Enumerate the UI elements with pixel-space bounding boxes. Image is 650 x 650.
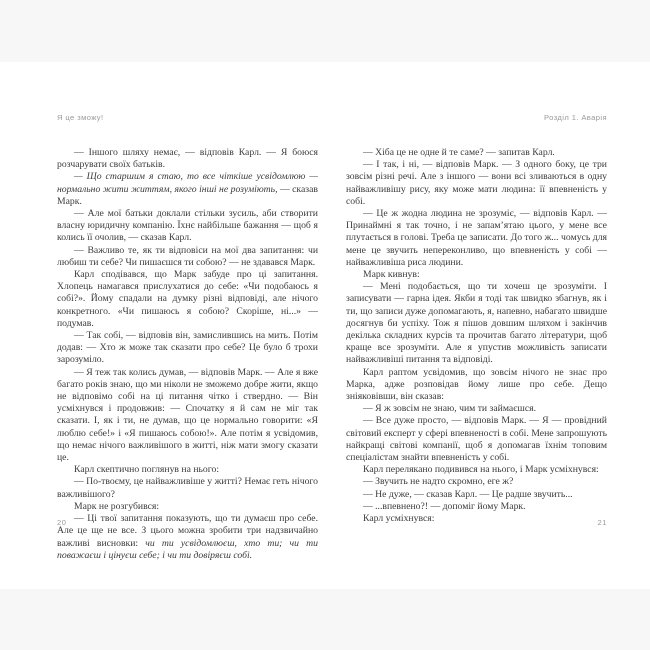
book-paragraph xyxy=(57,171,318,208)
book-paragraph xyxy=(346,415,607,464)
paragraph-segment: — Важливо те, як ти відповіси на мої два запитання: чи любиш ти себе? Чи пишаєшся ти собою? — не здавався Марк. xyxy=(57,244,318,268)
book-paragraph xyxy=(57,367,318,465)
paragraph-segment: Карл раптом усвідомив, що зовсім нічого не знає про Марка, адже розповідав йому лише про себе. Дещо зніяковівши, він сказав: xyxy=(346,366,607,403)
book-paragraph xyxy=(57,330,318,367)
book-paragraph xyxy=(346,513,607,525)
paragraph-segment: — Все дуже просто, — відповів Марк. — Я — провідний світовий експерт у сфері впевненості в собі. Мене запрошують найкращі світові компанії, щоб я допомагав їхнім топовим спеціалістам знайти впевненість у собі. xyxy=(346,415,607,464)
book-paragraph xyxy=(346,147,607,159)
book-paragraph xyxy=(57,464,318,476)
paragraph-segment: Карл усміхнувся: xyxy=(363,513,435,525)
book-paragraph xyxy=(57,245,318,269)
paragraph-segment: — Хіба це не одне й те саме? — запитав Карл. xyxy=(363,147,555,158)
book-paragraph xyxy=(346,367,607,404)
paragraph-segment: — сказав Марк. xyxy=(57,183,318,207)
paragraph-segment-italic: чи ти усвідомлюєш, хто ти; чи ти поважаєш і цінуєш себе; і чи ти довіряєш собі. xyxy=(57,537,319,561)
paragraph-segment: — Іншого шляху немає, — відповів Карл. — Я боюся розчарувати своїх батьків. xyxy=(57,147,318,171)
book-paragraph xyxy=(57,208,318,245)
page-left-body-text xyxy=(57,147,318,562)
book-paragraph xyxy=(346,208,607,269)
running-head-chapter-title: Розділ 1. Аварія xyxy=(544,113,607,122)
paragraph-segment: — Я ж зовсім не знаю, чим ти займаєшся. xyxy=(363,403,536,415)
book-paragraph xyxy=(57,147,318,171)
paragraph-segment: — ...впевнено?! — допоміг йому Марк. xyxy=(363,500,526,512)
paragraph-segment: — Я теж так колись думав, — відповів Марк. — Але я вже багато років знаю, що ми ніколи не зможемо добре жити, якщо не відповімо собі на ці питання чітко і ствердно. — Він усміхнувся і продовжив: — Спочатку я й сам не міг так сказати. І, як і ти, не думав, що це нормально говорити: «Я люблю себе!» і «Я пишаюсь собою!». Але потім я усвідомив, що немає нічого важливішого в житті, ніж мати змогу сказати це. xyxy=(57,366,318,464)
book-paragraph xyxy=(346,476,607,488)
running-head-book-title: Я це зможу! xyxy=(57,113,104,122)
paragraph-segment: — Звучить не надто скромно, еге ж? xyxy=(363,476,514,488)
paragraph-segment: — Але мої батьки доклали стільки зусиль, аби створити власну юридичну компанію. Їхнє найбільше бажання — щоб я колись її очолив, — сказав Карл. xyxy=(57,208,318,244)
book-paragraph xyxy=(346,489,607,501)
paragraph-segment: — Не дуже, — сказав Карл. — Це радше звучить... xyxy=(363,488,573,500)
book-paragraph xyxy=(346,403,607,415)
page-number-right: 21 xyxy=(597,518,607,527)
paragraph-segment-italic: — Що старшим я стаю, то все чіткіше усвідомлюю — нормально жити життям, якого інші не розуміють, xyxy=(57,171,318,195)
paragraph-segment: — Це ж жодна людина не зрозуміє, — відповів Карл. — Принаймні я так точно, і не запам’ятаю цього, у мене все плутається в голові. Треба це записати. До того ж... чомусь для мене це звучить непереконливо, що впевненість у собі — найважливіша риса людини. xyxy=(346,208,607,268)
book-paragraph xyxy=(57,476,318,500)
paragraph-segment: Карл скептично поглянув на нього: xyxy=(74,464,220,476)
page-left xyxy=(0,62,325,589)
book-paragraph xyxy=(346,501,607,513)
book-paragraph xyxy=(57,269,318,330)
book-paragraph xyxy=(346,159,607,208)
paragraph-segment: — Так собі, — відповів він, замислившись на мить. Потім додав: — Хто ж може так сказати про себе? Це було б трохи зарозуміло. xyxy=(57,330,318,366)
paragraph-segment: Марк кивнув: xyxy=(363,269,420,281)
book-spread xyxy=(0,62,650,589)
paragraph-segment: — І так, і ні, — відповів Марк. — З одного боку, це три зовсім різні речі. Але з іншого — вони всі зливаються в одну найважливішу рису, яку може мати людина: її впевненість у собі. xyxy=(346,159,607,207)
page-right-body-text xyxy=(346,147,607,525)
page-right xyxy=(325,62,650,589)
book-paragraph xyxy=(346,281,607,366)
paragraph-segment: Карл перелякано подивився на нього, і Марк усміхнувся: xyxy=(363,464,599,476)
paragraph-segment: — По-твоєму, це найважливіше у житті? Немає геть нічого важливішого? xyxy=(57,476,318,500)
paragraph-segment: — Ці твої запитання показують, що ти думаєш про себе. Але це ще не все. З цього можна зробити три надзвичайно важливі висновки: xyxy=(57,513,318,549)
page-number-left: 20 xyxy=(57,518,67,527)
paragraph-segment: Карл сподівався, що Марк забуде про ці запитання. Хлопець намагався прислухатися до себе: «Чи подобаюсь я собі?». Йому спадали на думку різні відповіді, але нічого конкретного. «Чи пишаюсь я собою? Скоріше, ні...» — подумав. xyxy=(57,269,318,329)
paragraph-segment: — Мені подобається, що ти хочеш це зрозуміти. І записувати — гарна ідея. Якби я тоді так швидко збагнув, як і ти, що записи дуже допомагають, я, напевно, набагато швидше досягнув би успіху. Тож я пішов довшим шляхом і закінчив декілька складних курсів та прочитав багато літератури, щоб краще все зрозуміти. Але я упустив можливість записати найважливіші питання та відповіді. xyxy=(346,281,607,366)
paragraph-segment: Марк не розгубився: xyxy=(74,500,160,512)
book-paragraph xyxy=(57,501,318,513)
book-paragraph xyxy=(346,269,607,281)
book-paragraph xyxy=(57,513,318,562)
book-paragraph xyxy=(346,464,607,476)
